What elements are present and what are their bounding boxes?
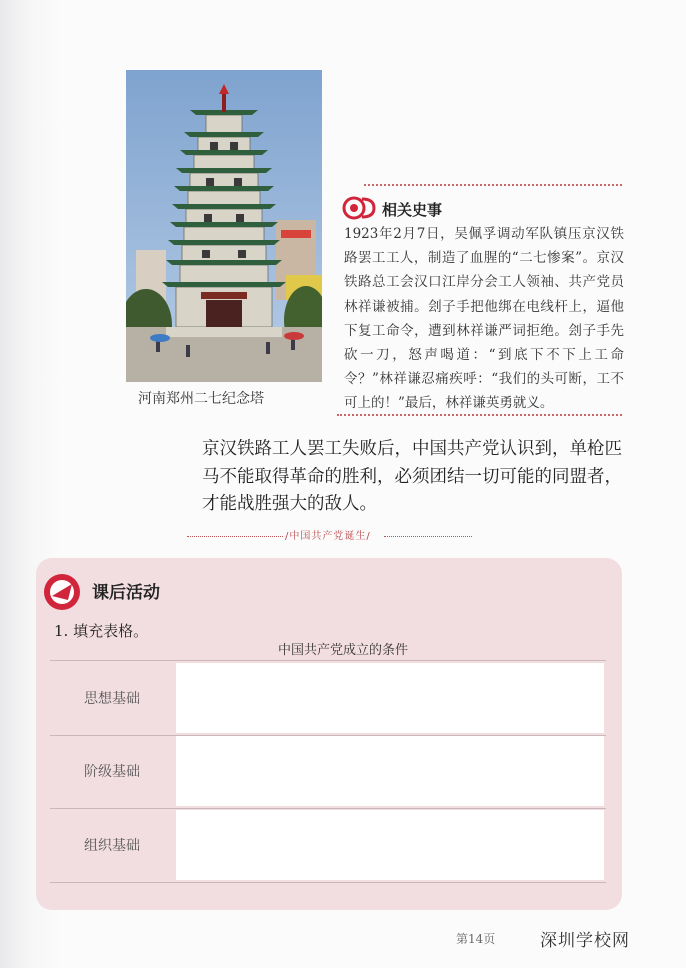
table-title: 中国共产党成立的条件 <box>277 643 408 658</box>
activity-title: 课后活动 <box>92 583 160 603</box>
tower-photo <box>126 70 322 382</box>
related-history-text: 1923年2月7日，吴佩孚调动军队镇压京汉铁路罢工工人，制造了血腥的“二七惨案”。京汉铁路总工会汉口江岸分会工人领袖、共产党员林祥谦被捕。刽子手把他绑在电线杆上，逼他下复工命令，遭到林祥谦严词拒绝。刽子手先砍一刀，怒声喝道：“到底下不下上工命令？”林祥谦忍痛疾呼：“我们的头可断，工不可上的！”最后，林祥谦英勇就义。 <box>344 226 624 412</box>
conditions-table <box>50 660 606 882</box>
footer-label-text: 中国共产党诞生 <box>289 531 367 542</box>
related-top-divider <box>364 184 622 186</box>
activity-icon <box>42 572 86 612</box>
main-paragraph: 京汉铁路工人罢工失败后，中国共产党认识到，单枪匹马不能取得革命的胜利，必须团结一切可能的同盟者，才能战胜强大的敌人。 <box>202 439 622 514</box>
answer-cell-class[interactable] <box>176 736 604 806</box>
row-label: 组织基础 <box>84 838 140 854</box>
related-bottom-divider <box>337 414 622 416</box>
table-row <box>50 734 606 809</box>
footer-divider-right <box>384 536 472 537</box>
table-row <box>50 808 606 883</box>
answer-cell-ideological[interactable] <box>176 663 604 733</box>
table-row <box>50 660 606 736</box>
watermark: 深圳学校网 <box>540 931 630 951</box>
section-footer-label: /中国共产党诞生/ <box>285 531 371 542</box>
related-history-icon <box>342 193 378 223</box>
erqi-tower-illustration <box>126 70 322 382</box>
question-1: 1. 填充表格。 <box>54 622 149 640</box>
answer-cell-organizational[interactable] <box>176 810 604 880</box>
row-label: 思想基础 <box>84 691 140 707</box>
footer-divider-left <box>187 536 283 537</box>
row-label: 阶级基础 <box>84 764 140 780</box>
photo-caption: 河南郑州二七纪念塔 <box>138 391 264 407</box>
page-number: 第14页 <box>456 932 496 946</box>
related-history-title: 相关史事 <box>382 201 443 219</box>
